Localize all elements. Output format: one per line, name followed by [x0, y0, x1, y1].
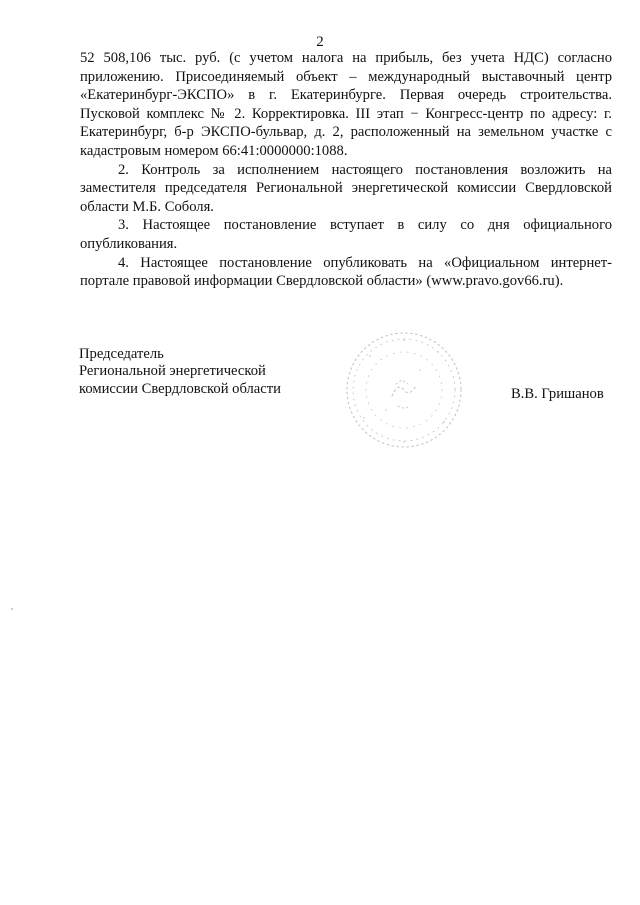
paragraph-4: 4. Настоящее постановление опубликовать на «Официальном интернет-портале правовой информации Свердловской области» (www.pravo.gov66.ru).: [80, 254, 612, 290]
scan-speck: [11, 608, 13, 610]
paragraph-2: 2. Контроль за исполнением настоящего постановления возложить на заместителя председателя Региональной энергетической комиссии Свердловской области М.Б. Соболя.: [80, 161, 612, 215]
position-line-2: Региональной энергетической: [79, 363, 266, 380]
position-line-3: комиссии Свердловской области: [79, 380, 281, 397]
faded-seal-icon: [340, 326, 468, 454]
position-line-1: Председатель: [79, 346, 164, 362]
paragraph-3: 3. Настоящее постановление вступает в силу со дня официального опубликования.: [80, 217, 612, 252]
seal-graphic: [340, 326, 468, 454]
document-body: [80, 49, 612, 291]
paragraph-1-continuation: 52 508,106 тыс. руб. (с учетом налога на прибыль, без учета НДС) согласно приложению. Присоединяемый объект – международный выставочный центр «Екатеринбург-ЭКСПО» в г. Екатеринбурге. Первая очередь строительства. Пусковой комплекс № 2. Корректировка. III этап − Конгресс-центр по адресу: г. Екатеринбург, б-р ЭКСПО-бульвар, д. 2, расположенный на земельном участке с кадастровым номером 66:41:0000000:1088.: [80, 50, 612, 159]
signatory-name: В.В. Гришанов: [511, 386, 604, 402]
signatory-position: [79, 346, 281, 398]
page-number: 2: [316, 34, 324, 50]
